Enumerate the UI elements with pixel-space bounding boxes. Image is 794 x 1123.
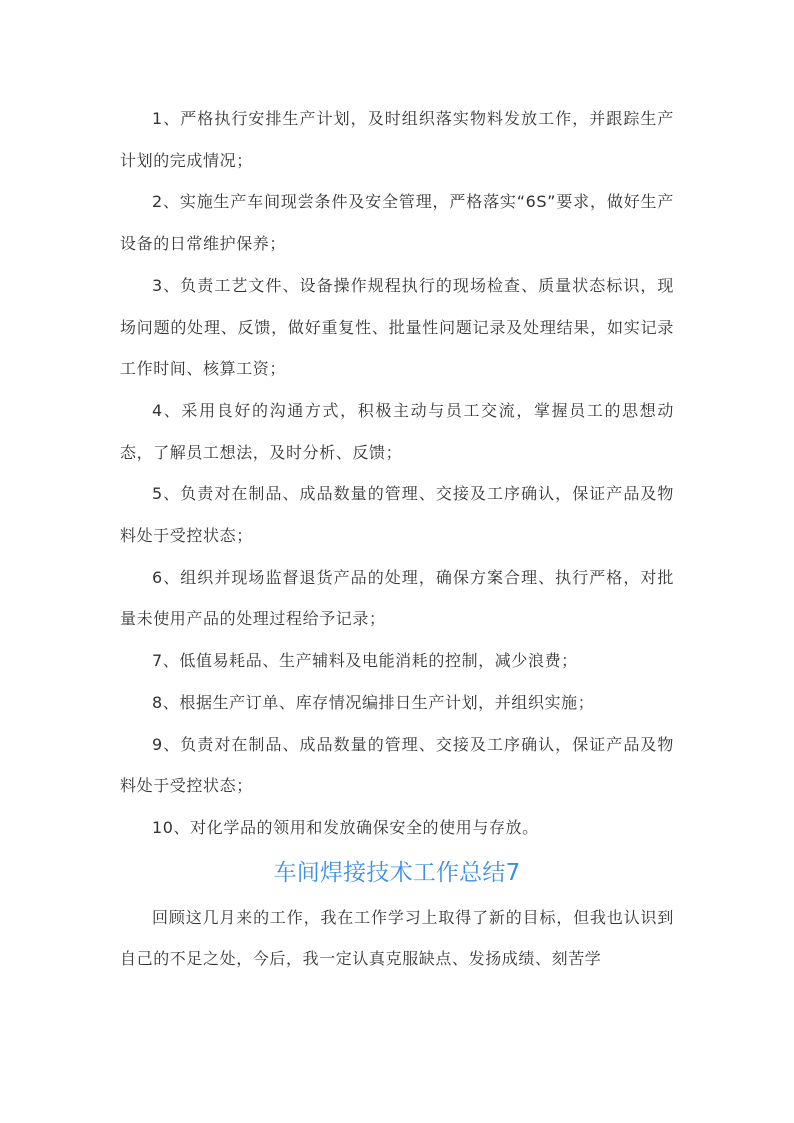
list-item-5: 5、负责对在制品、成品数量的管理、交接及工序确认，保证产品及物料处于受控状态； bbox=[120, 484, 674, 546]
section-heading: 车间焊接技术工作总结7 bbox=[273, 859, 521, 886]
list-item-10: 10、对化学品的领用和发放确保安全的使用与存放。 bbox=[152, 817, 539, 837]
document-page bbox=[120, 98, 674, 980]
list-item-4: 4、采用良好的沟通方式，积极主动与员工交流，掌握员工的思想动态，了解员工想法，及时分析、反馈； bbox=[120, 400, 674, 462]
list-item-7: 7、低值易耗品、生产辅料及电能消耗的控制，减少浪费； bbox=[152, 651, 578, 671]
list-item-8: 8、根据生产订单、库存情况编排日生产计划，并组织实施； bbox=[152, 692, 595, 712]
list-item-1: 1、严格执行安排生产计划，及时组织落实物料发放工作，并跟踪生产计划的完成情况； bbox=[120, 109, 674, 170]
list-item-3: 3、负责工艺文件、设备操作规程执行的现场检查、质量状态标识，现场问题的处理、反馈，做好重复性、批量性问题记录及处理结果，如实记录工作时间、核算工资； bbox=[120, 275, 674, 379]
section-paragraph: 回顾这几月来的工作，我在工作学习上取得了新的目标，但我也认识到自己的不足之处，今后，我一定认真克服缺点、发扬成绩、刻苦学 bbox=[120, 907, 674, 969]
list-item-9: 9、负责对在制品、成品数量的管理、交接及工序确认，保证产品及物料处于受控状态； bbox=[120, 734, 674, 796]
list-item-2: 2、实施生产车间现尝条件及安全管理，严格落实“6S”要求，做好生产设备的日常维护保养； bbox=[120, 192, 674, 254]
list-item-6: 6、组织并现场监督退货产品的处理，确保方案合理、执行严格，对批量未使用产品的处理过程给予记录； bbox=[120, 567, 674, 629]
